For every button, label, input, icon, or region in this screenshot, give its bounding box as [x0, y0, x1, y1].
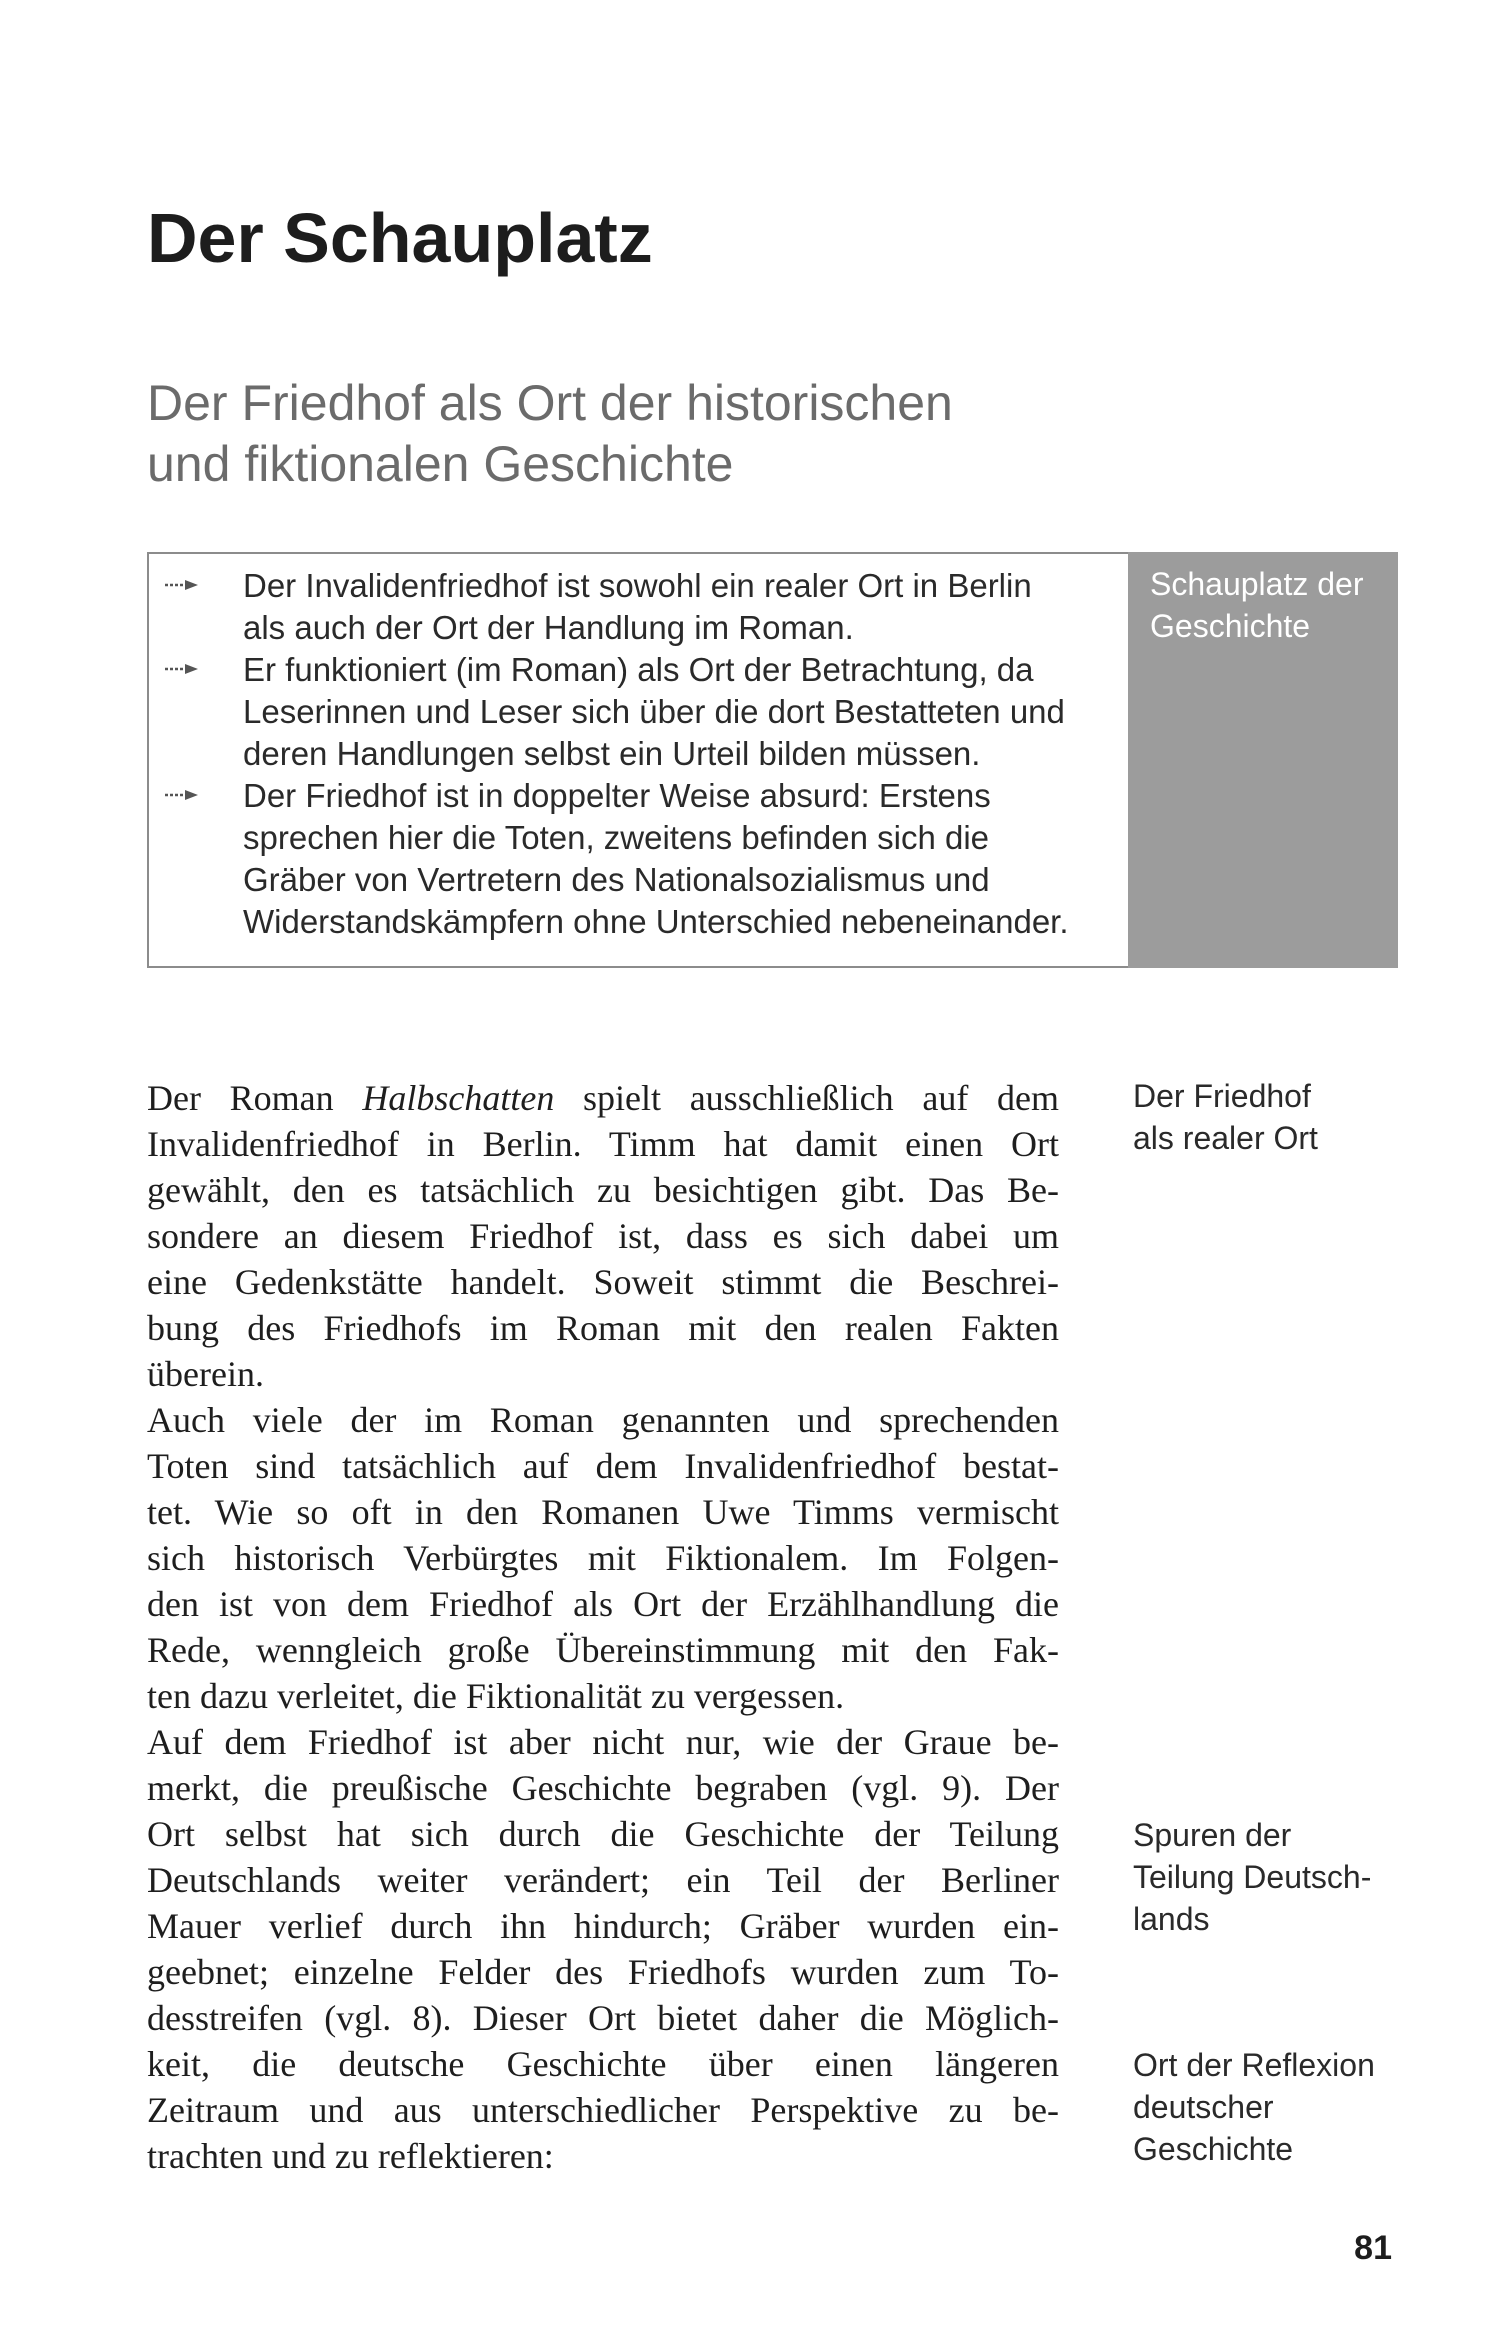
- margin-note-line: als realer Ort: [1133, 1120, 1318, 1156]
- body-text-run: spielt ausschließlich auf dem: [554, 1078, 1059, 1118]
- margin-note-line: Ort der Reflexion: [1133, 2047, 1375, 2083]
- body-line: keit, die deutsche Geschichte über einen längeren: [147, 2044, 1059, 2084]
- margin-note-line: Spuren der: [1133, 1817, 1292, 1853]
- bullet-line: sprechen hier die Toten, zweitens befinden sich die: [243, 819, 990, 856]
- body-line: eine Gedenkstätte handelt. Soweit stimmt die Beschrei-: [147, 1262, 1059, 1302]
- body-line: Deutschlands weiter verändert; ein Teil der Berliner: [147, 1860, 1059, 1900]
- section-subtitle: [147, 373, 953, 495]
- body-line: [147, 1075, 1059, 1121]
- body-line: sondere an diesem Friedhof ist, dass es sich dabei um: [147, 1216, 1059, 1256]
- body-line: bung des Friedhofs im Roman mit den realen Fakten: [147, 1308, 1059, 1348]
- side-panel-label: [1128, 552, 1398, 968]
- body-paragraph: [147, 1719, 1059, 2179]
- margin-note-line: deutscher: [1133, 2089, 1274, 2125]
- summary-box: [147, 552, 1398, 968]
- body-line: tet. Wie so oft in den Romanen Uwe Timms vermischt: [147, 1492, 1059, 1532]
- subtitle-line: und fiktionalen Geschichte: [147, 436, 734, 492]
- body-text: [147, 1075, 1059, 2179]
- margin-note-line: Geschichte: [1133, 2131, 1294, 2167]
- side-panel-line: Geschichte: [1150, 608, 1311, 644]
- body-line: sich historisch Verbürgtes mit Fiktionalem. Im Folgen-: [147, 1538, 1059, 1578]
- body-line: Toten sind tatsächlich auf dem Invalidenfriedhof bestat-: [147, 1446, 1059, 1486]
- margin-note: [1133, 1075, 1318, 1159]
- body-line: gewählt, den es tatsächlich zu besichtigen gibt. Das Be-: [147, 1170, 1059, 1210]
- dashed-arrow-icon: [165, 788, 198, 802]
- margin-note: [1133, 2044, 1375, 2170]
- bullet-line: als auch der Ort der Handlung im Roman.: [243, 609, 854, 646]
- body-line: den ist von dem Friedhof als Ort der Erzählhandlung die: [147, 1584, 1059, 1624]
- body-line: Ort selbst hat sich durch die Geschichte der Teilung: [147, 1814, 1059, 1854]
- bullet-line: Er funktioniert (im Roman) als Ort der Betrachtung, da: [243, 651, 1034, 688]
- summary-bullet-list: [149, 565, 1069, 943]
- body-line: desstreifen (vgl. 8). Dieser Ort bietet daher die Möglich-: [147, 1998, 1059, 2038]
- summary-bullet: [149, 649, 1069, 775]
- bullet-line: Gräber von Vertretern des Nationalsozialismus und: [243, 861, 990, 898]
- body-line: Rede, wenngleich große Übereinstimmung mit den Fak-: [147, 1630, 1059, 1670]
- body-line: trachten und zu reflektieren:: [147, 2136, 554, 2176]
- dashed-arrow-icon: [165, 662, 198, 676]
- summary-bullet: [149, 565, 1069, 649]
- body-line: überein.: [147, 1354, 264, 1394]
- margin-note-line: Teilung Deutsch-: [1133, 1859, 1372, 1895]
- body-line: Auf dem Friedhof ist aber nicht nur, wie der Graue be-: [147, 1722, 1059, 1762]
- margin-note-line: lands: [1133, 1901, 1210, 1937]
- body-line: geebnet; einzelne Felder des Friedhofs wurden zum To-: [147, 1952, 1059, 1992]
- bullet-line: Der Invalidenfriedhof ist sowohl ein realer Ort in Berlin: [243, 567, 1032, 604]
- body-line: merkt, die preußische Geschichte begraben (vgl. 9). Der: [147, 1768, 1059, 1808]
- margin-note: [1133, 1814, 1371, 1940]
- bullet-line: Der Friedhof ist in doppelter Weise absurd: Erstens: [243, 777, 991, 814]
- body-line: Mauer verlief durch ihn hindurch; Gräber wurden ein-: [147, 1906, 1059, 1946]
- side-panel-line: Schauplatz der: [1150, 566, 1364, 602]
- dashed-arrow-icon: [165, 578, 198, 592]
- body-line: Zeitraum und aus unterschiedlicher Perspektive zu be-: [147, 2090, 1059, 2130]
- body-line: Auch viele der im Roman genannten und sprechenden: [147, 1400, 1059, 1440]
- subtitle-line: Der Friedhof als Ort der historischen: [147, 375, 953, 431]
- body-line: ten dazu verleitet, die Fiktionalität zu vergessen.: [147, 1676, 845, 1716]
- margin-note-line: Der Friedhof: [1133, 1078, 1311, 1114]
- body-line: Invalidenfriedhof in Berlin. Timm hat damit einen Ort: [147, 1124, 1059, 1164]
- bullet-line: Leserinnen und Leser sich über die dort Bestatteten und: [243, 693, 1065, 730]
- bullet-line: Widerstandskämpfern ohne Unterschied nebeneinander.: [243, 903, 1069, 940]
- body-paragraph: [147, 1075, 1059, 1397]
- body-text-run: Der Roman: [147, 1078, 363, 1118]
- body-paragraph: [147, 1397, 1059, 1719]
- bullet-line: deren Handlungen selbst ein Urteil bilden müssen.: [243, 735, 981, 772]
- page-number: 81: [1354, 2229, 1392, 2267]
- page-title: Der Schauplatz: [147, 199, 653, 277]
- book-title-italic: Halbschatten: [362, 1078, 555, 1118]
- summary-bullet: [149, 775, 1069, 943]
